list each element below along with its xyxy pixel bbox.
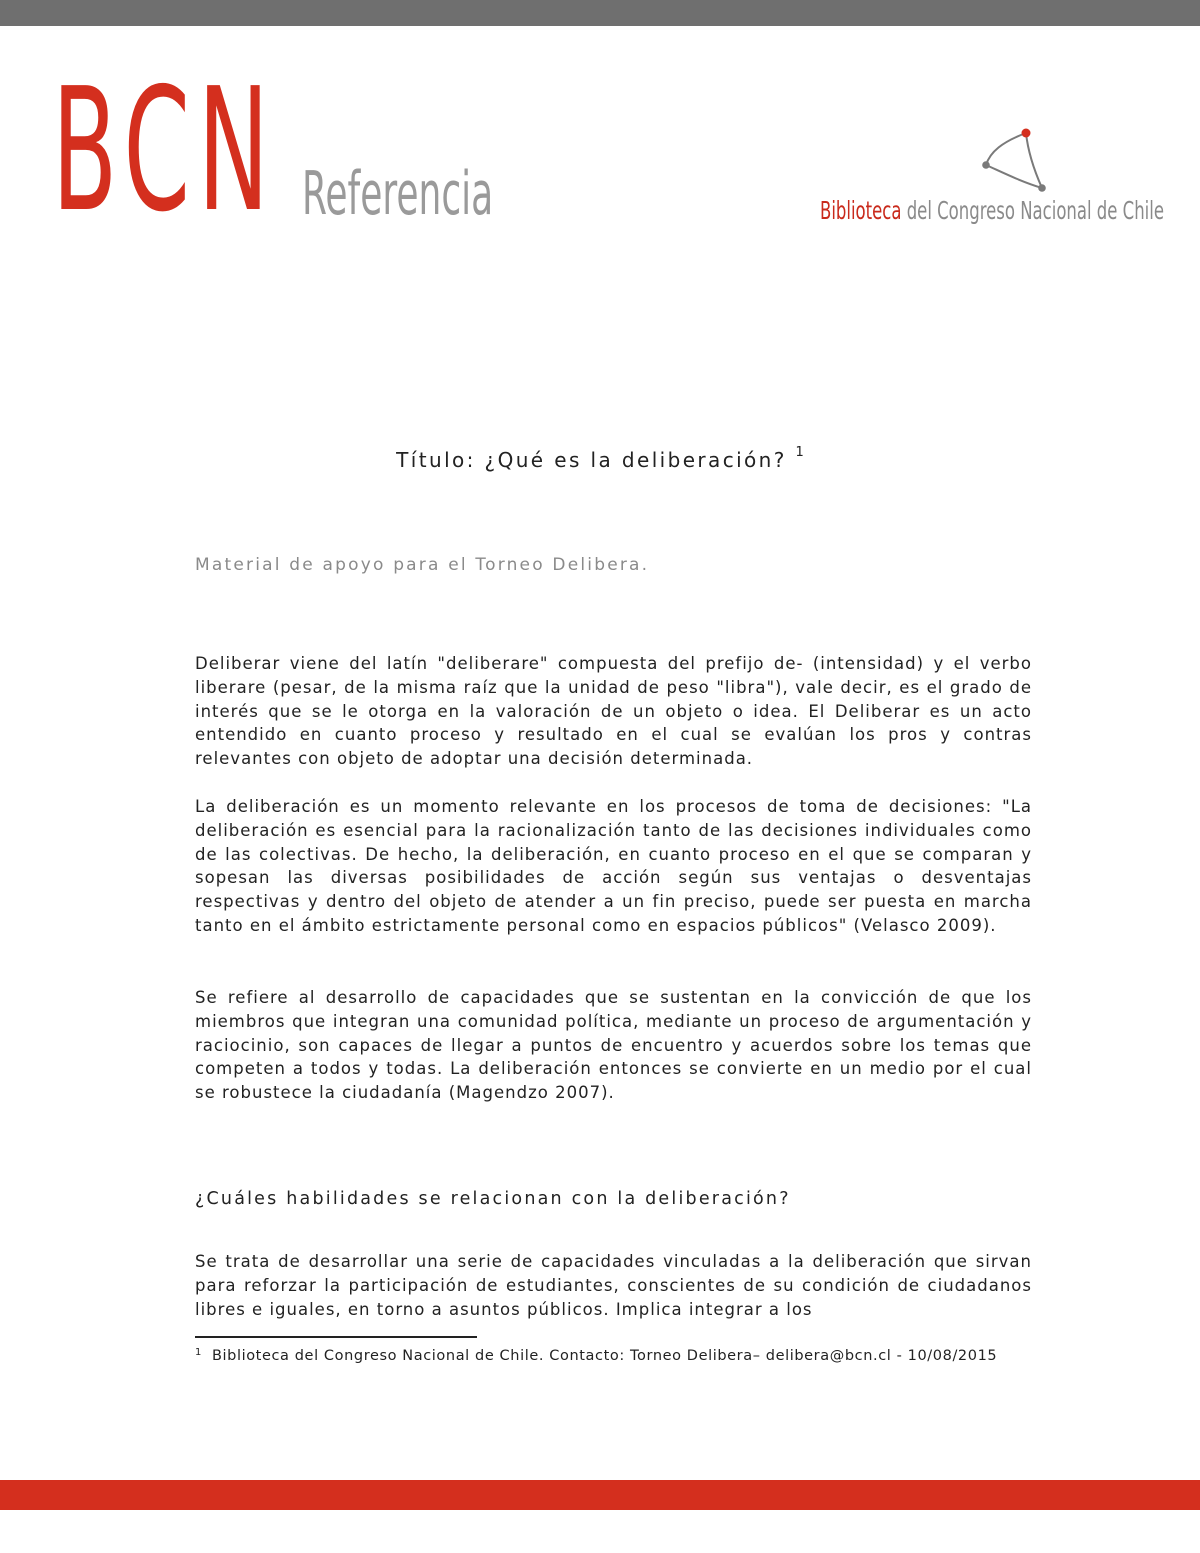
bcn-triangle-emblem-icon [972,122,1056,198]
top-color-bar [0,0,1200,26]
title-footnote-mark: 1 [795,445,804,461]
document-subtitle: Material de apoyo para el Torneo Delibera. [195,555,650,575]
paragraph-3 [195,986,1032,1105]
paragraph-4 [195,1250,1032,1321]
paragraph-text: La deliberación es un momento relevante en los procesos de toma de decisiones: "La deliberación es esencial para la racionalización tanto de las decisiones individuales como de las colectivas. De hecho, la deliberación, en cuanto proceso en el que se comparan y sopesan las diversas posibilidades de acción según sus ventajas o desventajas respectivas y dentro del objeto de atender a un fin preciso, puede ser puesta en marcha tanto en el ámbito estrictamente personal como en espacios públicos" (Velasco 2009). [195,797,1032,935]
institution-name-rest: del Congreso Nacional de Chile [901,196,1164,225]
paragraph-text: Deliberar viene del latín "deliberare" compuesta del prefijo de- (intensidad) y el verbo liberare (pesar, de la misma raíz que la unidad de peso "libra"), vale decir, es el grado de interés que se le otorga en la valoración de un objeto o idea. El Deliberar es un acto entendido en cuanto proceso y resultado en el cual se evalúan los pros y contras relevantes con objeto de adoptar una decisión determinada. [195,654,1032,769]
bottom-color-bar [0,1480,1200,1510]
footnote [195,1348,997,1364]
section-label: Referencia [302,159,494,229]
institution-name-accent: Biblioteca [820,196,902,225]
bcn-logo: BCN [52,52,277,250]
document-title [0,445,1200,472]
paragraph-2 [195,795,1032,938]
section-heading: ¿Cuáles habilidades se relacionan con la deliberación? [195,1189,791,1209]
footnote-mark: 1 [195,1347,202,1358]
document-title-text: Título: ¿Qué es la deliberación? [396,448,787,472]
paragraph-text: Se refiere al desarrollo de capacidades que se sustentan en la convicción de que los miembros que integran una comunidad política, mediante un proceso de argumentación y raciocinio, son capaces de llegar a puntos de encuentro y acuerdos sobre los temas que competen a todos y todas. La deliberación entonces se convierte en un medio por el cual se robustece la ciudadanía (Magendzo 2007). [195,988,1032,1103]
paragraph-text: Se trata de desarrollar una serie de capacidades vinculadas a la deliberación que sirvan para reforzar la participación de estudiantes, conscientes de su condición de ciudadanos libres e iguales, en torno a asuntos públicos. Implica integrar a los [195,1252,1032,1319]
footnote-text: Biblioteca del Congreso Nacional de Chile. Contacto: Torneo Delibera– delibera@bcn.cl - 10/08/2015 [211,1348,998,1364]
footnote-divider [195,1336,477,1338]
paragraph-1 [195,652,1032,771]
institution-name [820,198,1164,223]
